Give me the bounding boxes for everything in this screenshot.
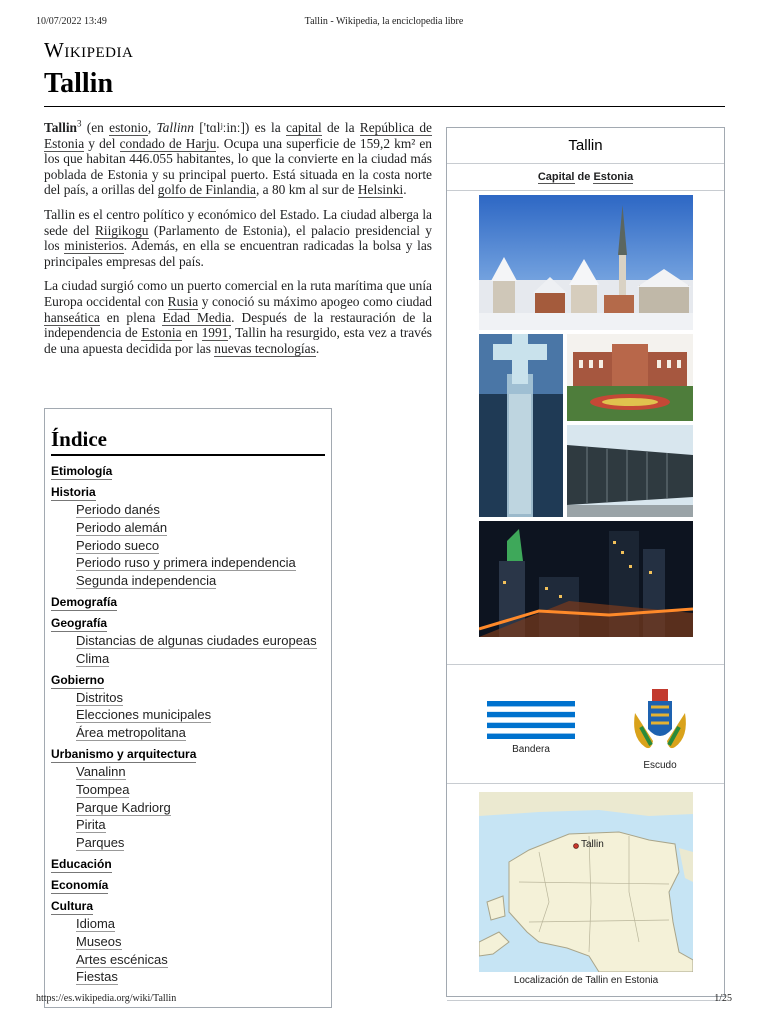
flag-stripe (487, 706, 575, 712)
toc-subsection-link[interactable]: Pirita (76, 817, 106, 833)
kumu-museum-image[interactable] (567, 425, 693, 517)
link-hanseatica[interactable]: hanseática (44, 309, 100, 325)
infobox-montage (447, 191, 724, 665)
toc-subsection-item (76, 799, 325, 817)
toc-subsection-item (76, 763, 325, 781)
toc-subsection-link[interactable]: Parque Kadriorg (76, 799, 171, 815)
toc-subsection-link[interactable]: Parques (76, 835, 125, 851)
toc-subsection-link[interactable]: Periodo sueco (76, 537, 160, 553)
title-divider (44, 106, 725, 107)
toc-subsection-link[interactable]: Idioma (76, 915, 116, 931)
toc-subsection-list (51, 763, 325, 852)
toc-subsection-item (76, 933, 325, 951)
article-lead (44, 120, 432, 365)
toc-subsection-item (76, 915, 325, 933)
toc-subsection-list (51, 632, 325, 668)
lead-paragraph-2: Tallin es el centro político y económico del Estado. La ciudad alberga la sede del Riigikogu (Parlamento de Estonia), el palacio presidencial y los ministerios. Además, en ella se encuentran radicadas la bolsa y las principales empresas del país. (44, 206, 432, 269)
footnote-ref[interactable]: 3 (77, 118, 82, 129)
toc-section-link[interactable]: Gobierno (51, 672, 105, 687)
infobox-symbols (447, 665, 724, 784)
link-nuevas-tecnologias[interactable]: nuevas tecnologías (214, 340, 316, 356)
flag-stripe (487, 701, 575, 707)
toc-subsection-item (76, 537, 325, 555)
wikipedia-wordmark[interactable]: Wikipedia (44, 38, 134, 62)
infobox-link-estonia[interactable]: Estonia (593, 171, 634, 183)
toc-subsection-item (76, 519, 325, 537)
lead-paragraph-3: La ciudad surgió como un puerto comercial en la ruta marítima que unía Europa occidental con Rusia y conoció su máximo apogeo como ciudad hanseática en plena Edad Media. Después de la restauración de la independencia de Estonia en 1991, Tallin ha resurgido, esta vez a través de una apuesta decidida por las nuevas tecnologías. (44, 278, 432, 356)
toc-section (51, 897, 325, 986)
lead-paragraph-1: Tallin$^3$ (en estonio, Tallinn ['tɑlʲːinː]) es la capital de la República de Estonia y del condado de Harju. Ocupa una superficie de 159,2 km² en los que habitan 446.055 habitantes, lo que la convierte en la ciudad más poblada de Estonia y su principal puerto. Está situada en la costa norte del país, a orillas del golfo de Finlandia, a 80 km al sur de Helsinki. (44, 118, 432, 198)
toc-subsection-link[interactable]: Periodo alemán (76, 519, 168, 535)
map-tallin-label: Tallin (581, 839, 604, 850)
toc-section (51, 855, 325, 873)
toc-subsection-link[interactable]: Museos (76, 933, 122, 949)
flag-stripe (487, 717, 575, 723)
table-of-contents (44, 408, 332, 1008)
link-ministerios[interactable]: ministerios (64, 238, 124, 254)
toc-section-link[interactable]: Demografía (51, 594, 118, 609)
page-title: Tallin (44, 68, 114, 99)
toc-section-link[interactable]: Geografía (51, 615, 108, 630)
toc-subsection-item (76, 572, 325, 590)
print-datetime: 10/07/2022 13:49 (36, 16, 107, 27)
toc-subsection-list (51, 915, 325, 986)
toc-subsection-link[interactable]: Área metropolitana (76, 725, 186, 741)
toc-subsection-item (76, 968, 325, 986)
link-condado-harju[interactable]: condado de Harju (119, 135, 217, 151)
toc-section (51, 745, 325, 852)
toc-section-link[interactable]: Historia (51, 485, 96, 499)
toc-subsection-item (76, 834, 325, 852)
toc-section (51, 876, 325, 894)
flag-image[interactable] (487, 701, 575, 739)
toc-subsection-item (76, 650, 325, 668)
flag-stripe (487, 712, 575, 718)
print-tab-title: Tallin - Wikipedia, la enciclopedia libre (304, 16, 464, 27)
toc-section-link[interactable]: Etimología (51, 464, 113, 478)
toc-subsection-link[interactable]: Segunda independencia (76, 573, 217, 589)
toc-title: Índice (51, 427, 325, 456)
toc-subsection-item (76, 632, 325, 650)
flag-caption: Bandera (512, 744, 550, 755)
link-helsinki[interactable]: Helsinki (357, 182, 404, 198)
night-skyline-image[interactable] (479, 521, 693, 637)
map-caption: Localización de Tallin en Estonia (513, 975, 659, 986)
infobox-locator-map (447, 784, 724, 1001)
toc-subsection-link[interactable]: Elecciones municipales (76, 707, 212, 723)
toc-list (51, 462, 325, 986)
toc-subsection-link[interactable]: Vanalinn (76, 763, 126, 779)
toc-subsection-item (76, 781, 325, 799)
toc-subsection-link[interactable]: Distancias de algunas ciudades europeas (76, 632, 317, 648)
war-of-independence-monument-image[interactable] (479, 334, 563, 517)
toc-subsection-list (51, 501, 325, 590)
flag-stripe (487, 723, 575, 729)
link-riigikogu[interactable]: Riigikogu (94, 222, 149, 238)
infobox (446, 127, 725, 997)
link-1991[interactable]: 1991 (201, 325, 229, 341)
toc-subsection-item (76, 501, 325, 519)
toc-section (51, 671, 325, 742)
flag-stripe (487, 728, 575, 734)
toc-section (51, 614, 325, 668)
native-name: Tallinn (156, 120, 194, 135)
infobox-title: Tallin (447, 128, 724, 164)
estonia-locator-map[interactable] (479, 792, 693, 972)
toc-section (51, 462, 325, 480)
print-url[interactable]: https://es.wikipedia.org/wiki/Tallin (36, 993, 177, 1004)
link-estonio[interactable]: estonio (109, 120, 148, 135)
coat-of-arms-caption: Escudo (643, 760, 677, 771)
kadriorg-palace-image[interactable] (567, 334, 693, 421)
infobox-subtitle: Capital de Estonia (447, 164, 724, 191)
link-rusia[interactable]: Rusia (167, 293, 199, 309)
toc-subsection-list (51, 689, 325, 742)
link-capital[interactable]: capital (286, 120, 322, 135)
toc-section (51, 483, 325, 590)
toc-subsection-item (76, 706, 325, 724)
toc-subsection-item (76, 816, 325, 834)
flag-stripe (487, 734, 575, 739)
link-golfo-finlandia[interactable]: golfo de Finlandia (157, 182, 256, 198)
toc-section-link[interactable]: Urbanismo y arquitectura (51, 746, 197, 761)
toc-subsection-link[interactable]: Fiestas (76, 969, 118, 985)
coat-of-arms-image[interactable] (631, 687, 689, 757)
print-page-number: 1/25 (714, 993, 732, 1004)
toc-subsection-link[interactable]: Toompea (76, 781, 130, 797)
link-estonia[interactable]: Estonia (141, 325, 182, 341)
toc-subsection-link[interactable]: Distritos (76, 689, 123, 705)
toc-subsection-item (76, 951, 325, 969)
link-republica-estonia[interactable]: República de Estonia (44, 120, 432, 151)
toc-subsection-link[interactable]: Clima (76, 650, 110, 666)
toc-subsection-link[interactable]: Periodo danés (76, 502, 160, 517)
toc-section-link[interactable]: Educación (51, 856, 112, 871)
toc-subsection-link[interactable]: Periodo ruso y primera independencia (76, 555, 296, 571)
link-edad-media[interactable]: Edad Media (162, 309, 232, 325)
toc-subsection-item (76, 689, 325, 707)
toc-section-link[interactable]: Cultura (51, 898, 93, 913)
infobox-link-capital[interactable]: Capital (537, 171, 575, 183)
toc-subsection-item (76, 724, 325, 742)
toc-section (51, 593, 325, 611)
old-town-winter-image[interactable] (479, 195, 693, 330)
toc-subsection-item (76, 554, 325, 572)
article-term: Tallin (44, 120, 78, 135)
toc-section-link[interactable]: Economía (51, 877, 109, 892)
toc-subsection-link[interactable]: Artes escénicas (76, 951, 168, 967)
